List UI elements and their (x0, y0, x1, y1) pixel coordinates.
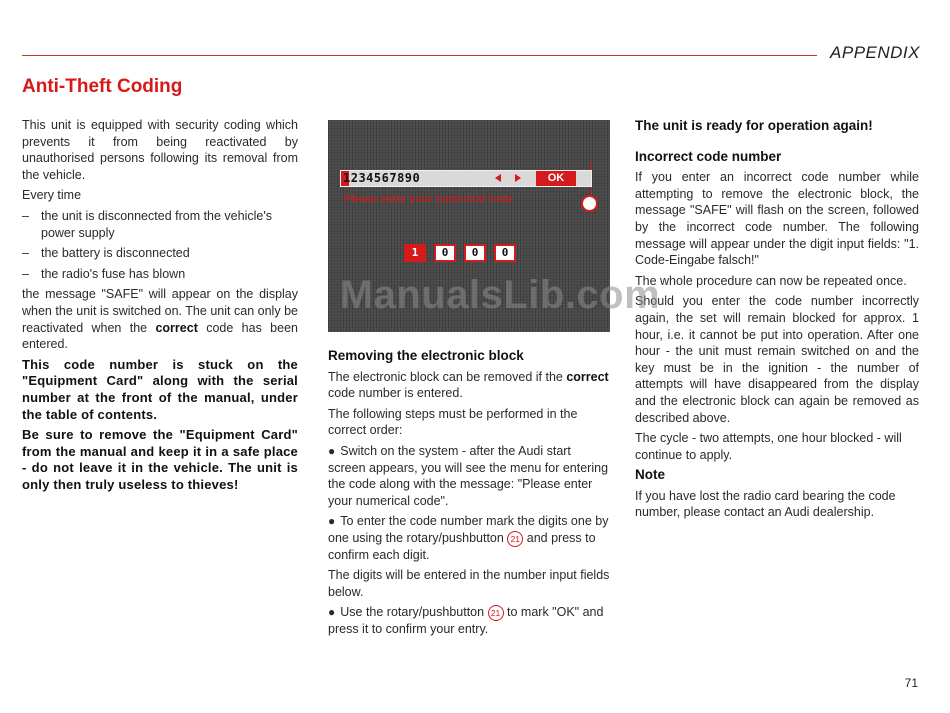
screen-message: Please enter your numerical code (344, 194, 514, 205)
bullet-icon: ● (328, 605, 336, 620)
list-item-text: the unit is disconnected from the vehicle's power supply (41, 208, 272, 240)
text-run: The electronic block can be removed if the (328, 369, 567, 384)
emphasis: correct (566, 369, 609, 384)
paragraph: The following steps must be performed in the correct order: (328, 406, 578, 438)
paragraph: The whole procedure can now be repeated once. (635, 273, 907, 288)
warning-remove-card: Be sure to remove the "Equipment Card" from the manual and keep it in a safe place - do not leave it in the vehicle. The unit is only then truly useless to thieves! (22, 427, 298, 492)
every-time-label: Every time (22, 188, 82, 203)
digit-field: 0 (434, 244, 456, 262)
note-heading: Note (635, 467, 665, 483)
step-text: Switch on the system - after the Audi start screen appears, you will see the menu for entering the code along with the message: "Please enter your numerical code". (328, 443, 609, 508)
code-digit-list: 1234567890 (343, 171, 421, 185)
step-item (328, 443, 611, 509)
warning-code-location: This code number is stuck on the "Equipment Card" along with the serial number at the front of the manual, under the table of contents. (22, 356, 298, 422)
section-label: APPENDIX (830, 43, 920, 62)
dash-marker: – (22, 246, 29, 261)
digit-field: 0 (494, 244, 516, 262)
digit-field: 1 (404, 244, 426, 262)
bullet-icon: ● (328, 514, 336, 529)
ok-button: OK (536, 171, 576, 186)
step-item (328, 604, 611, 637)
page-title: Anti-Theft Coding (22, 76, 183, 97)
intro-paragraph: This unit is equipped with security coding which prevents it from being reactivated by unauthorised persons following its removal from the vehicle. (22, 118, 298, 182)
emphasis: correct (155, 320, 198, 335)
bullet-icon: ● (328, 443, 336, 458)
dash-marker: – (22, 266, 29, 281)
paragraph: The digits will be entered in the number input fields below. (328, 568, 610, 599)
paragraph: If you enter an incorrect code number while attempting to remove the electronic block, the message "SAFE" will flash on the screen, followed by the incorrect code number. The following message will appear under the digit input fields: "1. Code-Eingabe falsch!" (635, 170, 919, 268)
step-item (328, 513, 611, 563)
text-run: code number is entered. (328, 386, 463, 401)
list-item-text: the battery is disconnected (41, 246, 190, 261)
callout-marker-icon (581, 195, 598, 212)
watermark: ManualsLib.com (339, 273, 661, 317)
ready-heading: The unit is ready for operation again! (635, 118, 873, 133)
arrow-right-icon (515, 174, 521, 182)
paragraph: Should you enter the code number incorrectly again, the set will remain blocked for approx. 1 hour, i.e. it cannot be put into operation. After one hour - the unit must remain switched on and the key must be in the ignition - the number of attempts will have disappeared from the display and the electronic block can again be removed as described above. (635, 294, 919, 425)
list-item (22, 208, 298, 241)
section-heading: Removing the electronic block (328, 348, 524, 363)
control-reference-icon: 21 (507, 531, 523, 547)
text-run: the message "SAFE" will appear on the display when the unit is switched on. The unit can only be reactivated when the (22, 287, 298, 335)
step-text: Use the rotary/pushbutton (340, 605, 488, 620)
list-item (22, 245, 298, 262)
column-3 (635, 118, 919, 525)
paragraph: The cycle - two attempts, one hour blocked - will continue to apply. (635, 431, 902, 462)
dash-marker: – (22, 208, 29, 223)
header-rule (22, 55, 817, 56)
code-entry-bar (340, 170, 592, 187)
control-reference-icon: 21 (488, 605, 504, 621)
step-text: To enter the code number mark the digits one by one using the rotary/pushbutton (328, 514, 609, 545)
digit-field: 0 (464, 244, 486, 262)
step-text: to mark "OK" and press it to confirm your entry. (328, 605, 604, 637)
step-text: and press to confirm each digit. (328, 530, 596, 562)
text-run: code has been entered. (22, 320, 298, 352)
column-2 (328, 348, 611, 642)
arrow-left-icon (495, 174, 501, 182)
page-number: 71 (904, 676, 918, 690)
section-heading: Incorrect code number (635, 148, 782, 164)
note-paragraph: If you have lost the radio card bearing the code number, please contact an Audi dealership. (635, 488, 896, 520)
paragraph (328, 369, 611, 402)
list-item-text: the radio's fuse has blown (41, 266, 186, 281)
